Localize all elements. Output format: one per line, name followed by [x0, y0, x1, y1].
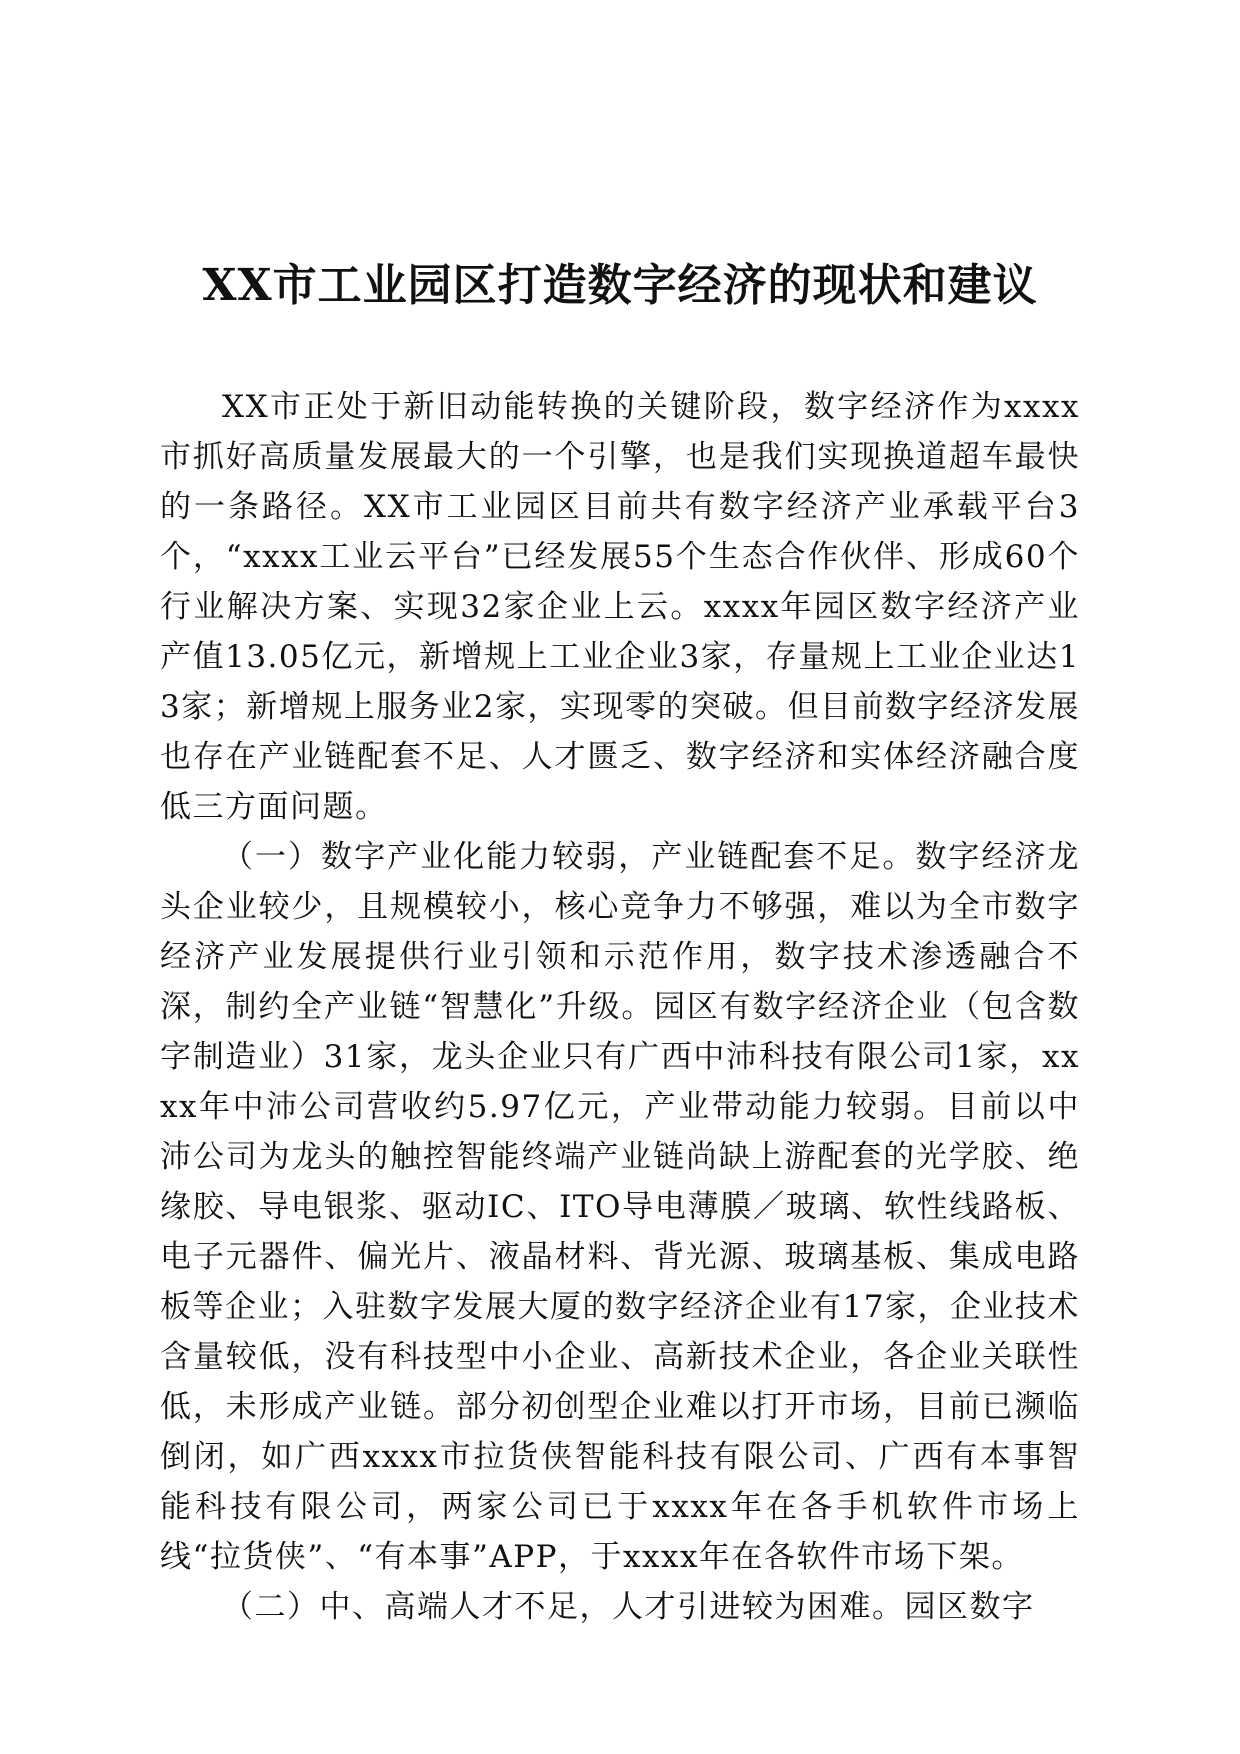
section-1-paragraph: （一）数字产业化能力较弱，产业链配套不足。数字经济龙头企业较少，且规模较小，核心竞争力不够强，难以为全市数字经济产业发展提供行业引领和示范作用，数字技术渗透融合不深，制约全产业链“智慧化”升级。园区有数字经济企业（包含数字制造业）31家，龙头企业只有广西中沛科技有限公司1家，xxxx年中沛公司营收约5.97亿元，产业带动能力较弱。目前以中沛公司为龙头的触控智能终端产业链尚缺上游配套的光学胶、绝缘胶、导电银浆、驱动IC、ITO导电薄膜／玻璃、软性线路板、电子元器件、偏光片、液晶材料、背光源、玻璃基板、集成电路板等企业；入驻数字发展大厦的数字经济企业有17家，企业技术含量较低，没有科技型中小企业、高新技术企业，各企业关联性低，未形成产业链。部分初创型企业难以打开市场，目前已濒临倒闭，如广西xxxx市拉货侠智能科技有限公司、广西有本事智能科技有限公司，两家公司已于xxxx年在各手机软件市场上线“拉货侠”、“有本事”APP，于xxxx年在各软件市场下架。: [160, 839, 1080, 1575]
intro-paragraph: XX市正处于新旧动能转换的关键阶段，数字经济作为xxxx市抓好高质量发展最大的一个引擎，也是我们实现换道超车最快的一条路径。XX市工业园区目前共有数字经济产业承载平台3个，“xxxx工业云平台”已经发展55个生态合作伙伴、形成60个行业解决方案、实现32家企业上云。xxxx年园区数字经济产业产值13.05亿元，新增规上工业企业3家，存量规上工业企业达13家；新增规上服务业2家，实现零的突破。但目前数字经济发展也存在产业链配套不足、人才匮乏、数字经济和实体经济融合度低三方面问题。: [160, 389, 1080, 825]
section-2-paragraph: （二）中、高端人才不足，人才引进较为困难。园区数字: [222, 1589, 1035, 1625]
document-title: XX市工业园区打造数字经济的现状和建议: [202, 260, 1038, 311]
document-body: [160, 382, 1080, 1632]
